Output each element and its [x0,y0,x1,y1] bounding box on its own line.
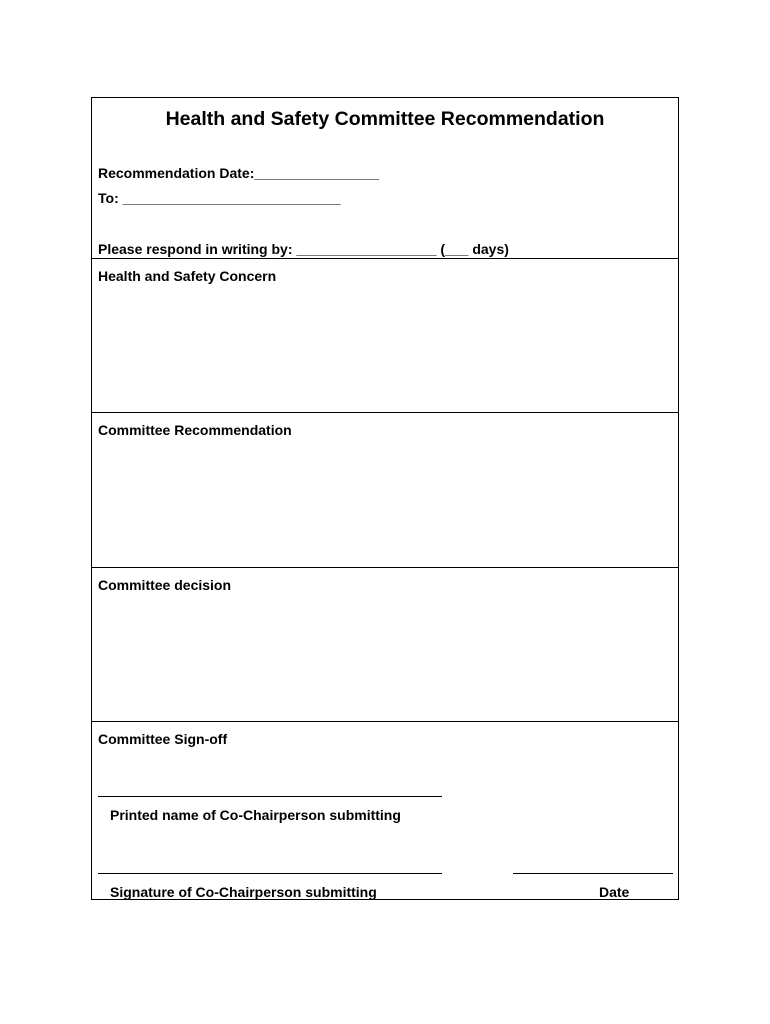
concern-section [92,258,678,412]
printed-name-caption: Printed name of Co-Chairperson submitting [110,807,401,823]
respond-by-field: Please respond in writing by: __________________ (___ days) [98,241,509,257]
date-caption: Date [599,884,630,900]
signoff-section [92,721,678,901]
signoff-heading: Committee Sign-off [98,731,228,747]
date-line [513,873,673,874]
signature-line [98,873,442,874]
form-header-section [92,98,678,259]
decision-section [92,567,678,721]
decision-heading: Committee decision [98,577,232,593]
printed-name-line [98,796,442,797]
signature-caption: Signature of Co-Chairperson submitting [110,884,377,900]
recommendation-date-field: Recommendation Date:________________ [98,165,379,181]
concern-heading: Health and Safety Concern [98,268,277,284]
to-field: To: ____________________________ [98,190,341,206]
recommendation-heading: Committee Recommendation [98,422,292,438]
recommendation-section [92,412,678,567]
recommendation-form [91,97,679,900]
form-title: Health and Safety Committee Recommendation [165,108,605,130]
